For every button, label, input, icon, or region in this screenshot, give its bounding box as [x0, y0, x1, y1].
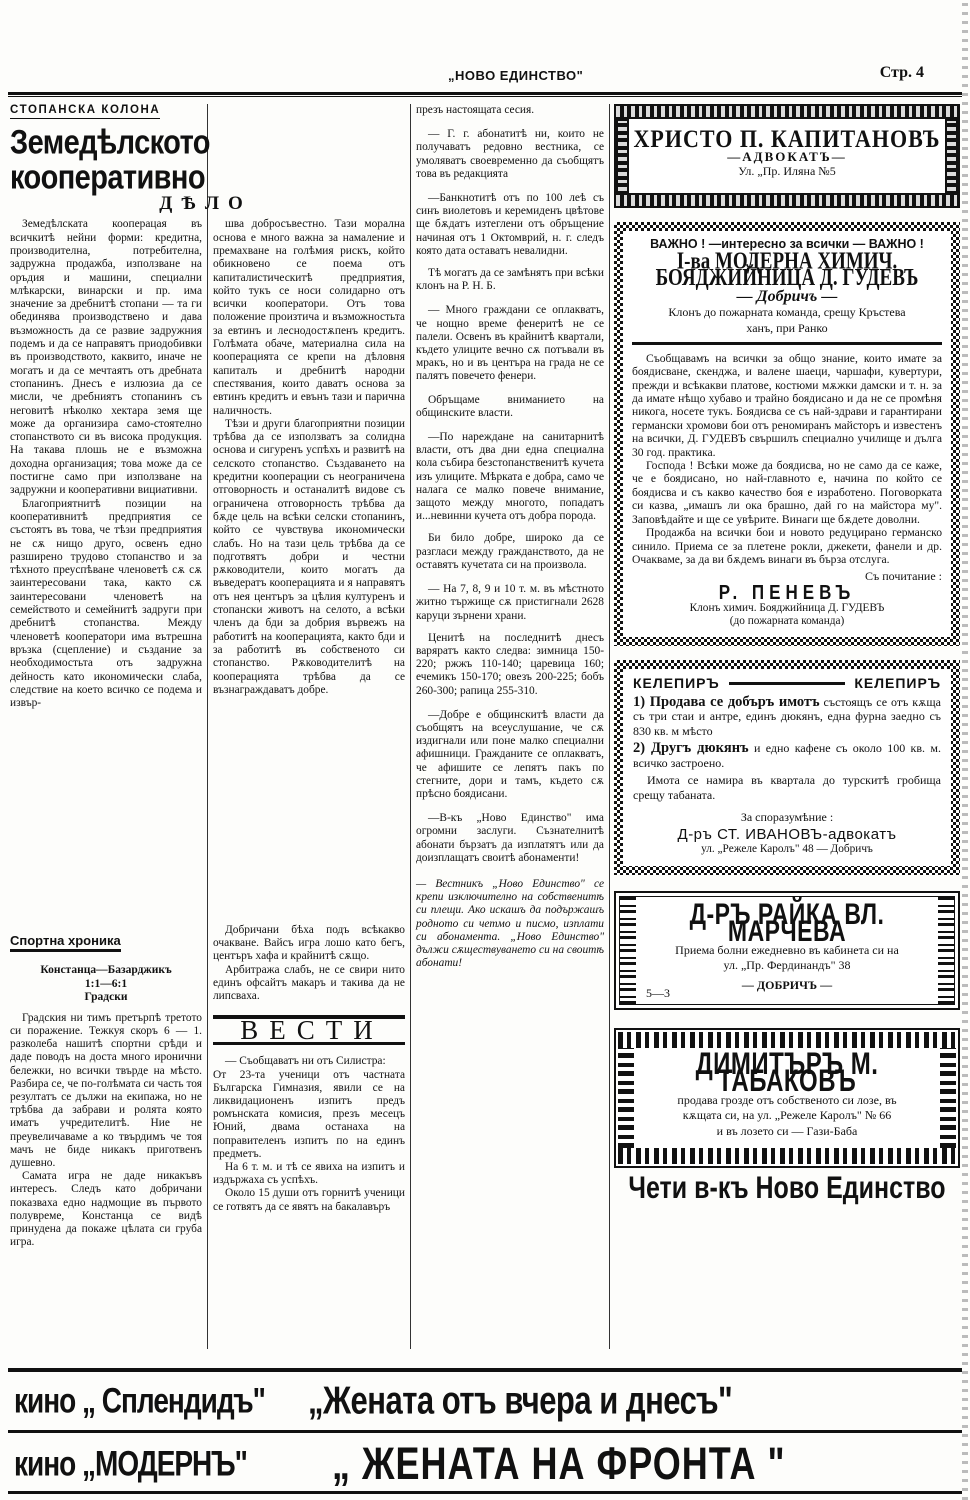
cinema-name: кино „ Сплендидъ" [14, 1381, 265, 1420]
ad-run-counter: 5—3 [646, 985, 670, 1000]
cinema-film-title: „ ЖЕНАТА НА ФРОНТА " [332, 1437, 786, 1489]
paragraph: Земедѣлската кооперацая въ всичкитѣ нейни форми: кредитна, производителна, потребителна, задружна продажба, използване на оръдия и машини, специални млѣкарски, винарски и пр. има значение за дребнитѣ стопани — та ги обединява производствено и дава възможность да се развие задружния подемъ и да се направятъ приодобивки въ производството, каквито, иначе не могатъ и да се мечтаятъ отъ дребната стопанинъ. Днесъ е излюзиа да се мисли, че дребниятъ стопанинъ съ неговитѣ нѣколко хектара земя ще може да организира само-стоятелно стопанството си въ висока продукция. На такава плошь не е възможна доходна организация; това може да се постигне само при използване на задружни и кооперативни вициативни. [10, 218, 202, 497]
cinema-film-title: „Жената отъ вчера и днесъ" [308, 1378, 733, 1423]
ad-kelepir-word-right: КЕЛЕПИРЪ [854, 674, 941, 691]
ad-kelepir-header [633, 674, 941, 691]
paragraph: —Добре е общинскитѣ власти да съобщятъ на всеуслушание, че сѫ издигнали или поне малко специални афишници. Гражданите се оплакватъ, че афишите се лепятъ пакъ по стегните, дори и тамъ, където сѫ прѣсно боядисани. [416, 708, 604, 800]
ornament-top-icon [614, 104, 960, 119]
column-divider-2 [410, 104, 411, 1349]
match-result: 1:1—6:1 [84, 977, 128, 990]
paragraph: Самата игра не даде никакъвъ интересъ. Следъ като добричани показваха едно надмощие въ първото полувреме, Констанца се видѣ принудена да покаже цѣлата си груба игра. [10, 1170, 202, 1249]
ad-agreement-label: За споразумѣние : [740, 810, 834, 825]
column-divider-3 [609, 104, 610, 1349]
ornament-top-icon [618, 1032, 956, 1048]
vesti-heading: ВЕСТИ [213, 1015, 405, 1045]
column-grid [10, 104, 960, 1359]
ad-dr-marcheva[interactable] [614, 891, 960, 1010]
ad-offer-line-1: продава грозде отъ собственото си лозе, въ [677, 1093, 897, 1108]
article-inner-divider [207, 218, 208, 918]
read-newspaper-banner[interactable]: Чети в-къ Ново Единство [628, 1170, 946, 1206]
paragraph: —Банкнотитѣ отъ по 100 леѣ съ синъ виолетовъ и керемиденъ цвѣтове ще бѫдатъ изтеглени отъ обръщение начиная отъ 1 Октомврий, н. г. следъ която дата оставатъ невалидни. [416, 192, 604, 257]
masthead [8, 58, 962, 100]
ad-listing-item-1 [633, 695, 941, 739]
ad-business-title: I-ва МОДЕРНА ХИМИЧ. БОЯДЖИЙНИЦА Д. ГУДЕВЪ [655, 248, 919, 292]
ad-kelepir-word-left: КЕЛЕПИРЪ [633, 674, 720, 691]
ad-signature-label: Съ почитание : [865, 569, 942, 584]
paragraph: — Много граждани се оплакватъ, че нощно време фенеритѣ не се палели. Освенъ въ крайнитѣ квартали, където улиците вечно сѫ потъвали въ мракъ, но и въ центъра на града не се палятъ повечето фенери. [416, 304, 604, 383]
advertisement-column [614, 104, 960, 1206]
ad-body-text [632, 352, 942, 567]
masthead-divider [8, 92, 962, 97]
ornament-right-icon [938, 897, 954, 1004]
article-column-right [213, 218, 405, 697]
match-competition: Градски [84, 991, 128, 1004]
paragraph: Арбитража слабъ, не се свири нито единъ офсайтъ макаръ и такива да не липсваха. [213, 963, 405, 1003]
ad-profession: —АДВОКАТЪ— [727, 149, 847, 165]
paragraph: От 23-та ученици отъ частната Българска Гимназия, явили се на ликвидационенъ изпитъ предъ ромънската комисия, презъ месецъ Юний, двама останаха на поправителенъ изпитъ по на единъ предметъ. [213, 1068, 405, 1160]
ad-signature-name: Р. ПЕНЕВЪ [718, 580, 856, 604]
vesti-column [213, 924, 405, 1214]
ad-advertiser-name: ДИМИТЪРЪ М. ТАБАКОВЪ [695, 1046, 879, 1100]
ad-address: Ул. „Пр. Иляна №5 [738, 164, 836, 179]
ad-office-address: ул. „Пр. Фердинандъ" 38 [723, 958, 851, 973]
article-headline-sub: ДѢЛО [159, 193, 252, 215]
paragraph: Ценитѣ на последнитѣ днесъ варяратъ както следва: зимница 150-220; ржжъ 110-140; царевица 160; ечемикъ 150-170; овезъ 200-225; бобъ 260-300; рапица 255-310. [416, 631, 604, 697]
ad-city: — ДОБРИЧЪ — [741, 977, 833, 992]
ad-rule [632, 342, 942, 345]
paragraph: На 6 т. м. и тѣ се явиха на изпитъ и издържаха съ успѣхъ. [213, 1161, 405, 1187]
ad-branch-line-2: ханъ, при Ранко [746, 320, 828, 335]
match-teams: Констанца—Базарджикъ [40, 964, 172, 977]
news-column [416, 104, 604, 970]
paragraph: шва добросъвестно. Тази морална основа е много важна за намаление и премахване на голѣмия рискъ, който обикновено се поема отъ капиталистическитѣ предприятия, който тукъ се носи солидарно отъ всички кооператори. Отъ това положение произтича и възможностьта за евтинъ и леснодостѫпенъ кредитъ. Голѣмата обаче, материална сила на кооперацията се крепи на дѣловня капиталъ и дребнитѣ народни спестявания, които даватъ основа за евтинъ кредитъ и евънъ тази и парична наличность. [213, 218, 405, 417]
ornament-right-icon [945, 119, 958, 193]
paragraph: Добричани бѣха подъ всѣкакво очакване. Вайсъ игра лошо като бегъ, центъръ хафа и крайнитѣ сѫщо. [213, 924, 405, 963]
article-column-left [10, 218, 202, 710]
paragraph: Съобщавамъ на всички за общо знание, които имате за боядисване, скенджа, и валене шаеци, чаршафи, кувертури, прежди и всѣкакви платове, костюми мѫжки дамски и т. н. за да имате нѣщо хубаво и трайно боядисано и да не се промѣня никога, носете тукъ. Боядисва се съ най-здрави и гарантирани германски хромови бои отъ реномиранъ майсторъ и известенъ на всички, Д. ГУДЕВЪ свършилъ специално училище и дълга 30 год. практика. [632, 351, 942, 459]
ad-signature-sub-1: Клонъ химич. Бояджийница Д. ГУДЕВЪ [689, 601, 885, 614]
sports-heading: Спортна хроника [10, 934, 121, 952]
paragraph: — На 7, 8, 9 и 10 т. м. въ мѣстното житно тържище сѫ пристигнали 2628 каруци зърнени храни. [416, 583, 604, 622]
ornament-left-icon [620, 897, 636, 1004]
ad-tabakov-grapes[interactable] [614, 1028, 960, 1168]
ad-agent-name: Д-ръ СТ. ИВАНОВЪ-адвокатъ [677, 825, 897, 843]
page-edge-artifact [962, 0, 968, 1500]
ad-agent-address: ул. „Режеле Каролъ" 48 — Добричъ [701, 842, 873, 855]
paragraph: Обръщаме вниманието на общинските власти. [416, 393, 604, 419]
page-number: Стр. 4 [879, 64, 924, 81]
ornament-bottom-icon [618, 1148, 956, 1164]
ornament-left-icon [618, 1048, 634, 1148]
paragraph: —В-къ „Ново Единство" има огромни заслуги. Съзнателнитѣ абонати бързатъ да изплатятъ или да доизплащатъ своитѣ абонаменти! [416, 812, 604, 864]
ad-branch-line-1: Клонъ до пожарната команда, срещу Кръстева [668, 305, 906, 320]
match-score [10, 964, 202, 1005]
paragraph: Благоприятнитѣ позиции на кооперативнитѣ предприятия се състоятъ въ това, че тѣзи предприятия не сѫ нищо друго, освенъ едно разширено трудово стопанство и за тѣхното преуспѣване членоветѣ сѫ сѫ заинтересовани така, както сѫ заинтересовани членоветѣ на семейството и семейнитѣ задруги при дребнитѣ стопанства. Между членоветѣ кооператори има вътрешна връзка (сцепление) и създание за необходимостьта отъ задружна дейность като икономически слаба, следствие на което всичко се подема и извър- [10, 497, 202, 710]
paragraph: Господа ! Всѣки може да боядисва, но не само да се каже, че е боядисано, но най-главното е, начина по който се боядисва и съ какво качество боя е изработено. Поговорката си казва, „имашъ ли ока брашно, дай го на майстора му". Заповѣдайте и ще се увѣрите. Винаги ще бѫдете доволни. [632, 459, 942, 526]
ad-doctor-name: Д-РЪ РАЙКА ВЛ. МАРЧЕВА [689, 896, 885, 948]
ornament-left-icon [616, 119, 629, 193]
article-headline: Земедѣлското кооперативно [10, 124, 210, 198]
paragraph: презъ настоящата сесия. [416, 104, 535, 116]
ad-kapitanov[interactable] [614, 104, 960, 208]
ad-listing-1-detail: състоящъ се отъ кѫща съ три стаи и антре, единъ дюкянъ, една фурна заедно съ 830 кв. м мѣсто [633, 694, 941, 738]
paragraph: Тѣзи и други благоприятни позиции трѣбва да се използватъ за солидна основа и сигуренъ успѣхъ и развитѣ на селското стопанство. Създаването на кредитни кооперации съ неограничена отговорность и останалитѣ видове съ ограничена отговорность трѣбва да бѫде цель на всѣки селски стопанинъ, който се чувствува икономически слабъ. Но на тази цель трѣбва да се подготвятъ добри и честни рѫководители, които могатъ да въведератъ кооперацията и я направятъ отъ нея центъръ за цѣлия културенъ и стопански животъ на селото, а всѣки членъ да бди за добрия вървежъ на работитѣ на кооперацията, както бди и за работитѣ въ собственото си стопанство. Рѫководителитѣ на кооперацията трѣбва да се възнаграждаватъ добре. [213, 417, 405, 696]
publication-title: „НОВО ЕДИНСТВО" [448, 68, 584, 83]
ad-listing-1-title: 1) Продава се добъръ имотъ [633, 693, 820, 710]
cinema-row-splendid[interactable] [8, 1372, 962, 1433]
ad-signature-sub-2: (до пожарната команда) [729, 614, 845, 627]
paragraph: Продажба на всички бои и новото редуцирано германско синило. Приема се за плетене рокли, джекети, фанели и др. Очакваме, за да ви бѫдемъ винаги въ бърза отслуга. [632, 526, 942, 566]
sports-column [10, 924, 202, 1249]
ornament-bottom-icon [614, 193, 960, 208]
ad-city: — Добричъ — [736, 288, 838, 306]
cinema-banner [8, 1368, 962, 1494]
paragraph: Около 15 души отъ горнитѣ ученици се готвятъ да се явятъ на бакалавъръ [213, 1187, 405, 1213]
ad-listing-2-title: 2) Другъ дюкянъ [633, 740, 749, 757]
paragraph: —По нареждане на санитарнитѣ власти, отъ два дни една специална кола събира безстопанственитѣ кучета изъ улиците. Мѣрката е добра, само че налага се малко повече внимание, защото между многото, попадатъ и...невинни кучета отъ добра порода. [416, 431, 604, 523]
ad-important-banner: ВАЖНО ! —интересно за всички — ВАЖНО ! [650, 236, 924, 251]
ad-kelepir-property[interactable] [614, 660, 960, 875]
paragraph: Градския ни тимъ претърпѣ третото си поражение. Тежкуя скоръ 6 — 1. разколеба нашитѣ спортни срѣди и даде поводъ на доста много иронични бележки, но всички твърде на мѣсто. Разбира се, че по-голѣмата си часть тоя резултатъ се дължи на екипажа, но не трѣбва да забрави и ролята която иматъ учредителитѣ. Ние не преувеличаваме а ко твърдимъ че тоя мачъ не биде никакъ приготвенъ душевно. [10, 1011, 202, 1169]
ad-kelepir-rule [729, 682, 846, 685]
ad-listing-2-detail: и едно кафене съ около 100 кв. м. всичко застроено. [633, 741, 941, 770]
ad-offer-line-3: и въ лозето си — Гази-Баба [716, 1123, 858, 1138]
cinema-row-modern[interactable] [8, 1433, 962, 1494]
paragraph: — Г. г. абонатитѣ ни, които не получаватъ редовно вестника, се умоляватъ своевременно да съобщятъ това въ редакцията [416, 128, 604, 180]
subscription-note: — Вестникъ „Ново Единство" се крепи изключително на собственитѣ си плещи. Ако искашъ да подържашъ роднотo си четмо и писмо, изплати си абонамента. „Ново Единство" дължи сѫществуването си на своитѣ абонати! [416, 877, 604, 970]
ad-gudev-dyeworks[interactable] [614, 222, 960, 646]
ornament-right-icon [940, 1048, 956, 1148]
ad-hours-line: Приема болни ежедневно въ кабинета си на [675, 943, 899, 958]
paragraph: Би било добре, широко да се разгласи между гражданството, да не оставятъ кучетата си на произвола. [416, 532, 604, 571]
paragraph: Тѣ могатъ да се замѣнятъ при всѣки клонъ на Р. Н. Б. [416, 267, 604, 293]
cinema-name: кино „МОДЕРНЪ" [14, 1443, 247, 1483]
article-body [10, 218, 405, 918]
ad-offer-line-2: кѫщата си, на ул. „Режеле Каролъ" № 66 [682, 1108, 892, 1123]
ad-advertiser-name: ХРИСТО П. КАПИТАНОВЪ [633, 124, 941, 153]
paragraph: — Съобщаватъ ни отъ Силистра: [225, 1055, 386, 1068]
ad-listing-location: Имота се намира въ квартала до турскитѣ гробища срещу табаната. [633, 773, 941, 802]
lead-article [10, 104, 405, 1249]
article-kicker: СТОПАНСКА КОЛОНА [10, 104, 160, 119]
ad-listing-item-2 [633, 741, 941, 770]
